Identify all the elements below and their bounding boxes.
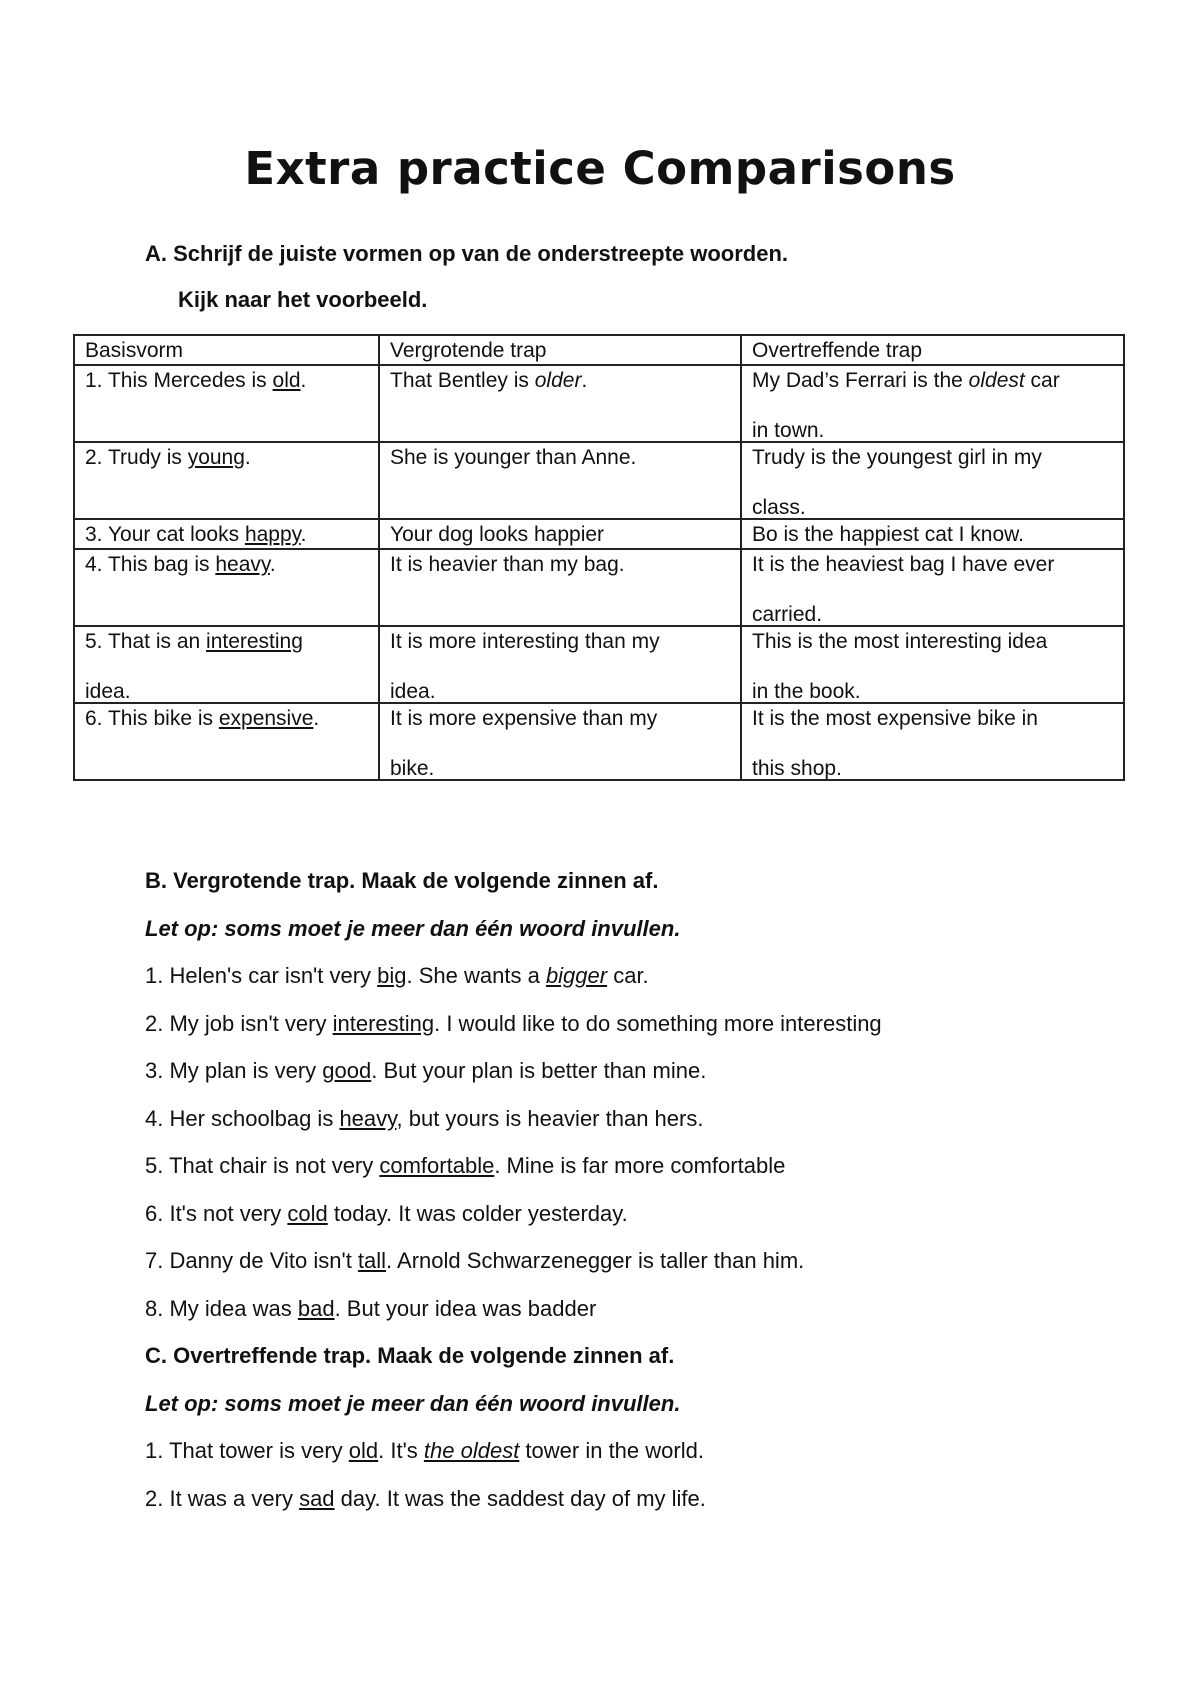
table-cell-superlative (741, 703, 1124, 780)
underlined-word: good (322, 1058, 372, 1083)
table-row (74, 519, 1124, 549)
exercise-sentence (145, 1438, 1145, 1486)
underlined-word: heavy (215, 553, 270, 576)
cell-text-continued: carried. (752, 603, 823, 626)
cell-text: . (300, 523, 307, 546)
sentence-text: 2. It was a very (145, 1485, 300, 1511)
sentence-text: tower in the world. (519, 1438, 704, 1463)
underlined-word: old (348, 1438, 379, 1463)
cell-text: . (244, 446, 251, 469)
underlined-word: cold (287, 1200, 328, 1226)
section-c-note: Let op: soms moet je meer dan één woord invullen. (145, 1390, 681, 1416)
exercise-sentence (145, 1058, 1145, 1106)
cell-text: My Dad’s Ferrari is the (752, 369, 969, 392)
sentence-text: today. It was colder yesterday. (327, 1200, 628, 1226)
underlined-word: comfortable (379, 1153, 495, 1178)
table-cell-superlative (741, 549, 1124, 626)
cell-text: 1. This Mercedes is (85, 369, 273, 392)
underlined-word: heavy (339, 1105, 397, 1131)
underlined-word: bad (297, 1295, 335, 1321)
table-row (74, 442, 1124, 519)
table-cell-superlative (741, 442, 1124, 519)
sentence-text: 3. My plan is very (145, 1058, 323, 1083)
sentence-text: 8. My idea was (145, 1295, 298, 1321)
exercise-sentence (145, 1153, 1145, 1201)
example-answer: bigger (545, 963, 608, 988)
underlined-word: young (187, 446, 245, 469)
table-cell-superlative (741, 365, 1124, 442)
sentence-text: 7. Danny de Vito isn't (145, 1248, 358, 1273)
table-cell-comparative (379, 549, 741, 626)
table-header-row (74, 335, 1124, 365)
exercise-sentence (145, 1011, 1145, 1059)
column-header-vergrotende-trap: Vergrotende trap (379, 335, 741, 365)
underlined-word: sad (299, 1485, 335, 1511)
cell-text: 3. Your cat looks (85, 523, 245, 546)
table-cell-base (74, 442, 379, 519)
exercise-sentence (145, 963, 1145, 1011)
table-cell-base (74, 626, 379, 703)
sentence-text: 2. My job isn't very (145, 1010, 333, 1036)
table-cell-base (74, 549, 379, 626)
sentence-text: 4. Her schoolbag is (145, 1105, 340, 1131)
sentence-text: . Arnold Schwarzenegger is taller than him. (386, 1248, 805, 1273)
section-b-heading: B. Vergrotende trap. Maak de volgende zinnen af. (145, 868, 659, 893)
table-cell-comparative: Your dog looks happier (379, 519, 741, 549)
table-cell-base (74, 703, 379, 780)
cell-text: car (1024, 369, 1060, 392)
table-cell-comparative (379, 703, 741, 780)
sentence-text: . But your plan is better than mine. (371, 1058, 707, 1083)
sentence-text: 5. That chair is not very (145, 1153, 380, 1178)
sentence-text: day. It was the saddest day of my life. (334, 1485, 706, 1511)
table-cell-base (74, 519, 379, 549)
table-row (74, 703, 1124, 780)
underlined-word: tall (357, 1248, 387, 1273)
underlined-word: interesting (206, 630, 303, 653)
cell-text: 2. Trudy is (85, 446, 188, 469)
cell-text: 6. This bike is (85, 707, 219, 730)
cell-text: 4. This bag is (85, 553, 216, 576)
cell-text: 5. That is an (85, 630, 207, 653)
sentence-text: . It's (378, 1438, 424, 1463)
sentence-text: , but yours is heavier than hers. (396, 1105, 704, 1131)
section-b-note: Let op: soms moet je meer dan één woord invullen. (145, 915, 681, 941)
sentence-text: 6. It's not very (145, 1200, 288, 1226)
underlined-word: expensive (218, 707, 314, 730)
italic-word: oldest (968, 369, 1025, 392)
cell-text-continued: this shop. (752, 757, 842, 780)
underlined-word: interesting (332, 1010, 435, 1036)
cell-text-continued: idea. (390, 680, 436, 703)
column-header-overtreffende-trap: Overtreffende trap (741, 335, 1124, 365)
italic-word: older (534, 369, 582, 392)
cell-text: This is the most interesting idea (752, 630, 1048, 653)
cell-text: She is younger than Anne. (390, 446, 637, 469)
comparison-table (73, 334, 1125, 781)
column-header-basisvorm: Basisvorm (74, 335, 379, 365)
sentence-text: car. (607, 963, 649, 988)
cell-text-continued: bike. (390, 757, 435, 780)
cell-text: It is the heaviest bag I have ever (752, 553, 1055, 576)
cell-text: . (581, 369, 588, 392)
sentence-text: . But your idea was badder (334, 1295, 597, 1321)
underlined-word: old (272, 369, 301, 392)
cell-text: . (313, 707, 320, 730)
cell-text: Trudy is the youngest girl in my (752, 446, 1042, 469)
section-a-heading: A. Schrijf de juiste vormen op van de onderstreepte woorden. (145, 241, 789, 266)
table-cell-comparative (379, 442, 741, 519)
cell-text: It is the most expensive bike in (752, 707, 1038, 730)
underlined-word: big (377, 963, 407, 988)
cell-text: It is more expensive than my (390, 707, 658, 730)
section-a-subheading: Kijk naar het voorbeeld. (178, 287, 428, 312)
page-title: Extra practice Comparisons (244, 142, 956, 195)
cell-text: That Bentley is (390, 369, 535, 392)
sentence-text: 1. Helen's car isn't very (145, 963, 378, 988)
cell-text: . (300, 369, 307, 392)
cell-text-continued: in town. (752, 419, 825, 442)
sentence-text: . I would like to do something more interesting (434, 1010, 882, 1036)
cell-text: It is more interesting than my (390, 630, 660, 653)
table-cell-superlative (741, 626, 1124, 703)
table-cell-base (74, 365, 379, 442)
exercise-sentence (145, 1201, 1145, 1249)
table-row (74, 365, 1124, 442)
table-row (74, 549, 1124, 626)
cell-text-continued: idea. (85, 680, 131, 703)
example-answer: the oldest (423, 1438, 520, 1463)
table-cell-comparative (379, 626, 741, 703)
table-cell-superlative: Bo is the happiest cat I know. (741, 519, 1124, 549)
sections-b-c (145, 868, 1145, 1533)
underlined-word: happy (244, 523, 301, 546)
exercise-sentence (145, 1296, 1145, 1344)
cell-text: . (269, 553, 276, 576)
sentence-text: 1. That tower is very (145, 1438, 349, 1463)
table-row (74, 626, 1124, 703)
exercise-sentence (145, 1248, 1145, 1296)
cell-text: It is heavier than my bag. (390, 553, 625, 576)
sentence-text: . She wants a (406, 963, 546, 988)
cell-text-continued: class. (752, 496, 806, 519)
cell-text-continued: in the book. (752, 680, 861, 703)
exercise-sentence (145, 1486, 1145, 1534)
exercise-sentence (145, 1106, 1145, 1154)
table-cell-comparative (379, 365, 741, 442)
section-c-heading: C. Overtreffende trap. Maak de volgende zinnen af. (145, 1343, 675, 1368)
sentence-text: . Mine is far more comfortable (494, 1153, 786, 1178)
